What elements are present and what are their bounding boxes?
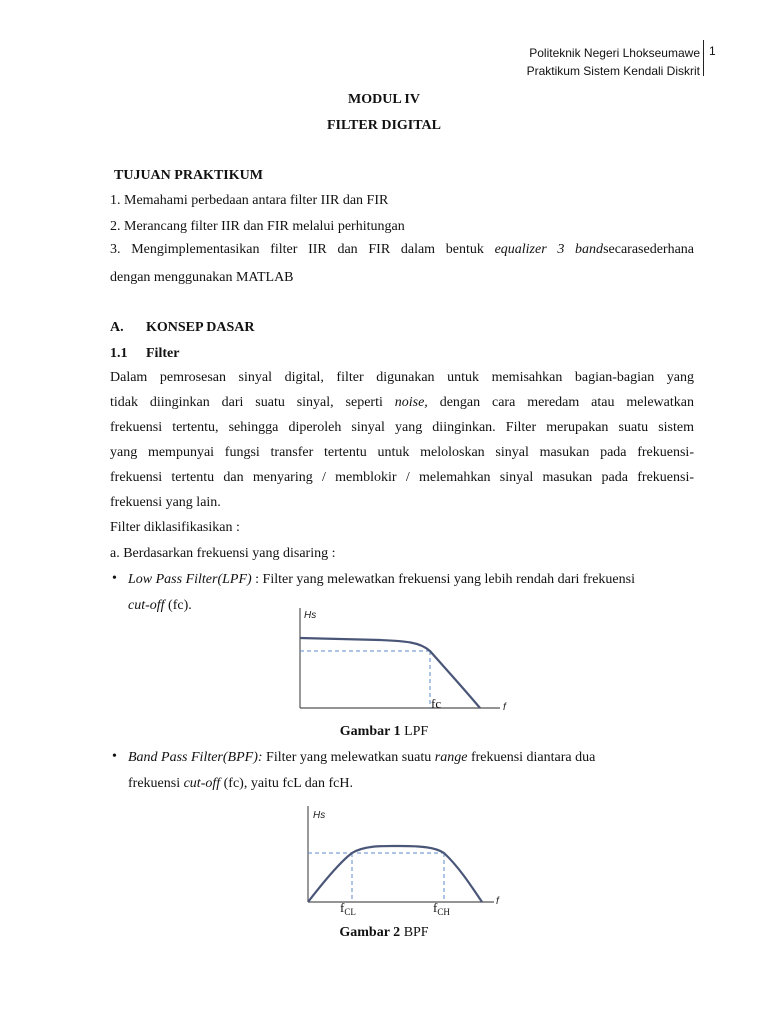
lpf-fc: (fc). (164, 598, 192, 613)
bpf-fch-f: f (433, 900, 438, 915)
bpf-line-2-tail: (fc), yaitu fcL dan fcH. (220, 776, 353, 791)
objective-1: 1. Memahami perbedaan antara filter IIR dan FIR (110, 193, 389, 208)
para-line-4: yang mempunyai fungsi transfer tertentu untuk meloloskan sinyal masukan pada frekuensi- (110, 445, 694, 460)
lpf-fc-label: fc (431, 696, 442, 711)
bpf-cutoff: cut-off (183, 776, 221, 791)
para-line-5: frekuensi tertentu dan menyaring / memblokir / melemahkan sinyal masukan pada frekuensi- (110, 470, 694, 485)
bpf-fcl-sub: CL (344, 907, 356, 917)
bpf-line-2-text: frekuensi (128, 776, 184, 791)
para-line-3: frekuensi tertentu, sehingga diperoleh sinyal yang diinginkan. Filter merupakan suatu sistem (110, 420, 694, 435)
para-line-1: Dalam pemrosesan sinyal digital, filter digunakan untuk memisahkan bagian-bagian yang (110, 370, 694, 385)
objective-3-text: 3. Mengimplementasikan filter IIR dan FIR dalam bentuk (110, 242, 495, 257)
para-line-2-text: tidak diinginkan dari suatu sinyal, seperti (110, 395, 395, 410)
bpf-y-label: Hs (313, 810, 326, 821)
bpf-fch-sub: CH (437, 907, 450, 917)
bpf-x-label: f (496, 896, 499, 907)
objective-3-line2: dengan menggunakan MATLAB (110, 270, 294, 285)
bpf-name: Band Pass Filter(BPF): (128, 750, 263, 765)
para-line-2-emphasis: noise, (394, 395, 428, 410)
bpf-bullet: • (112, 749, 117, 764)
figure-1-number: Gambar 1 (339, 724, 401, 739)
lpf-cutoff: cut-off (128, 598, 165, 613)
section-a-number: A. (110, 320, 124, 335)
module-title: MODUL IV (348, 92, 420, 107)
header-institution: Politeknik Negeri Lhokseumawe (529, 46, 700, 60)
lpf-desc: : Filter yang melewatkan frekuensi yang lebih rendah dari frekuensi (251, 572, 635, 587)
lpf-x-label: f (503, 702, 506, 713)
objective-3-tail: secarasederhana (603, 242, 694, 257)
header-course: Praktikum Sistem Kendali Diskrit (526, 64, 700, 78)
figure-1-label: LPF (400, 724, 429, 739)
para-line-2-tail: dengan cara meredam atau melewatkan (427, 395, 694, 410)
bpf-desc: Filter yang melewatkan suatu (262, 750, 435, 765)
figure-2-number: Gambar 2 (339, 925, 401, 940)
objective-3-emphasis: equalizer 3 band (494, 242, 604, 257)
para-line-6: frekuensi yang lain. (110, 495, 221, 510)
lpf-name: Low Pass Filter(LPF) (128, 572, 252, 587)
bpf-fcl-f: f (340, 900, 345, 915)
figure-2-caption (0, 925, 768, 941)
lpf-bullet: • (112, 571, 117, 586)
objective-2: 2. Merancang filter IIR dan FIR melalui perhitungan (110, 219, 405, 234)
module-subject: FILTER DIGITAL (327, 118, 441, 133)
section-1-1-title: Filter (146, 346, 180, 361)
bpf-response-curve (308, 846, 482, 902)
bpf-range: range (434, 750, 468, 765)
bpf-desc-tail: frekuensi diantara dua (467, 750, 596, 765)
objectives-heading: TUJUAN PRAKTIKUM (114, 168, 263, 183)
section-1-1-number: 1.1 (110, 346, 128, 361)
lpf-y-label: Hs (304, 610, 317, 621)
classify-a: a. Berdasarkan frekuensi yang disaring : (110, 546, 336, 561)
page-number: 1 (709, 44, 716, 58)
section-a-title: KONSEP DASAR (146, 320, 255, 335)
figure-2-label: BPF (400, 925, 429, 940)
classify-intro: Filter diklasifikasikan : (110, 520, 240, 535)
